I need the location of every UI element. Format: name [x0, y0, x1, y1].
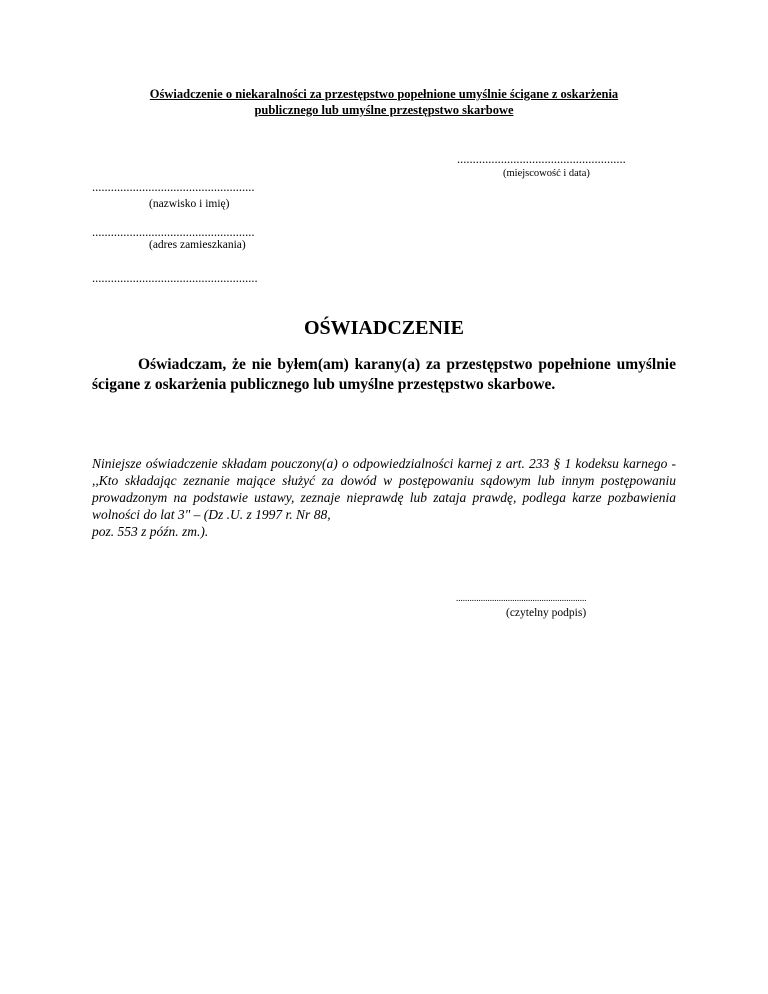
document-title: OŚWIADCZENIE [303, 317, 465, 339]
statement-paragraph: Oświadczam, że nie byłem(am) karany(a) za przestępstwo popełnione umyślnie ścigane z oskarżenia publicznego lub umyślne przestępstwo skarbowe. [92, 356, 676, 393]
legal-line-4: zataja prawdę, podlega karze pozbawienia wolności do lat 3" – (Dz .U. z 1997 r. Nr 88, [92, 490, 676, 522]
signature-caption: (czytelny podpis) [506, 607, 587, 619]
document-header [80, 86, 688, 118]
legal-line-1: Niniejsze oświadczenie składam pouczony(a) o odpowiedzialności karnej z art. 233 § 1 [92, 456, 572, 471]
address-field: .................................................... [92, 225, 255, 239]
place-date-field: ...................................................... [457, 152, 626, 166]
legal-line-2: kodeksu karnego - ,,Kto składając zeznanie mające służyć za dowód w postępowaniu [92, 456, 677, 488]
header-line-1: Oświadczenie o niekaralności za przestępstwo popełnione umyślnie ścigane z oskarżenia [149, 87, 619, 101]
address-caption: (adres zamieszkania) [149, 239, 246, 251]
legal-notice [92, 455, 676, 540]
place-date-caption: (miejscowość i data) [503, 168, 590, 179]
legal-line-3: sądowym lub innym postępowaniu prowadzonym na podstawie ustawy, zeznaje nieprawdę lub [92, 473, 676, 505]
address-extra-field: ..................................................... [92, 271, 258, 285]
name-caption: (nazwisko i imię) [149, 198, 230, 210]
header-line-2: publicznego lub umyślne przestępstwo skarbowe [254, 103, 514, 117]
legal-line-5: poz. 553 z późn. zm.). [92, 524, 209, 539]
signature-field: .......................................................... [456, 593, 587, 603]
name-field: .................................................... [92, 180, 255, 194]
